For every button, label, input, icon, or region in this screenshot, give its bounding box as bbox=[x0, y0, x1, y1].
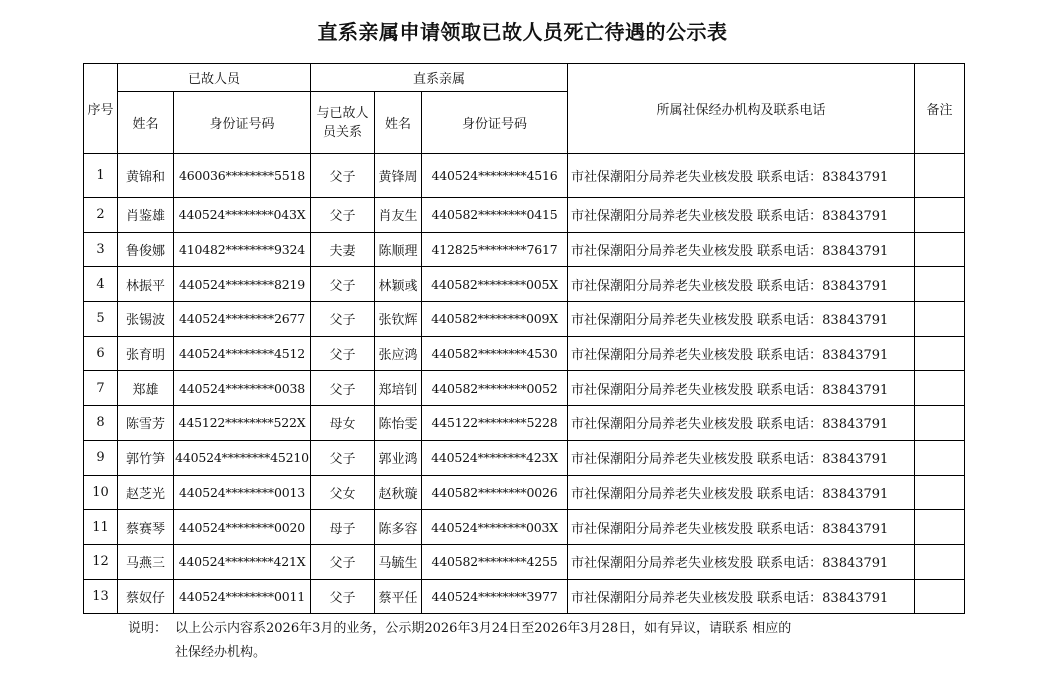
cell-seq: 4 bbox=[84, 267, 118, 302]
cell-remark bbox=[915, 302, 965, 337]
cell-name: 郭竹笋 bbox=[118, 440, 174, 475]
cell-rel-id: 412825********7617 bbox=[422, 232, 568, 267]
cell-remark bbox=[915, 154, 965, 198]
cell-name: 鲁俊娜 bbox=[118, 232, 174, 267]
cell-rel-id: 440524********3977 bbox=[422, 579, 568, 614]
cell-seq: 11 bbox=[84, 510, 118, 545]
cell-relation: 父子 bbox=[311, 579, 375, 614]
cell-id: 440524********0038 bbox=[174, 371, 311, 406]
cell-org: 市社保潮阳分局养老失业核发股 联系电话：83843791 bbox=[568, 544, 915, 579]
header-seq: 序号 bbox=[84, 64, 118, 154]
footnote-line1: 以上公示内容系2026年3月的业务，公示期2026年3月24日至2026年3月28日，如有异议，请联系 相应的 bbox=[175, 621, 792, 636]
page-title: 直系亲属申请领取已故人员死亡待遇的公示表 bbox=[317, 20, 728, 44]
cell-relation: 母女 bbox=[311, 406, 375, 441]
cell-seq: 12 bbox=[84, 544, 118, 579]
header-rel-name: 姓名 bbox=[375, 92, 422, 154]
table-row bbox=[84, 510, 965, 545]
cell-rel-name: 郑培钊 bbox=[375, 371, 422, 406]
cell-rel-name: 陈怡雯 bbox=[375, 406, 422, 441]
cell-name: 陈雪芳 bbox=[118, 406, 174, 441]
cell-relation: 父子 bbox=[311, 336, 375, 371]
cell-relation: 夫妻 bbox=[311, 232, 375, 267]
header-org: 所属社保经办机构及联系电话 bbox=[568, 64, 915, 154]
cell-name: 张育明 bbox=[118, 336, 174, 371]
cell-rel-name: 赵秋璇 bbox=[375, 475, 422, 510]
table-row bbox=[84, 475, 965, 510]
footnote-label: 说明： bbox=[128, 621, 168, 636]
cell-id: 440524********0013 bbox=[174, 475, 311, 510]
footnote-line2: 社保经办机构。 bbox=[175, 645, 267, 660]
cell-org: 市社保潮阳分局养老失业核发股 联系电话：83843791 bbox=[568, 267, 915, 302]
footnote bbox=[128, 617, 791, 665]
cell-rel-id: 445122********5228 bbox=[422, 406, 568, 441]
table-row bbox=[84, 302, 965, 337]
table-row bbox=[84, 406, 965, 441]
cell-id: 440524********043X bbox=[174, 198, 311, 233]
cell-rel-id: 440582********0026 bbox=[422, 475, 568, 510]
cell-rel-id: 440582********4530 bbox=[422, 336, 568, 371]
cell-org: 市社保潮阳分局养老失业核发股 联系电话：83843791 bbox=[568, 232, 915, 267]
cell-relation: 父子 bbox=[311, 371, 375, 406]
cell-name: 黄锦和 bbox=[118, 154, 174, 198]
cell-seq: 9 bbox=[84, 440, 118, 475]
table-row bbox=[84, 232, 965, 267]
header-relation: 与已故人员关系 bbox=[311, 92, 375, 154]
cell-org: 市社保潮阳分局养老失业核发股 联系电话：83843791 bbox=[568, 302, 915, 337]
cell-rel-name: 林颖彧 bbox=[375, 267, 422, 302]
cell-remark bbox=[915, 267, 965, 302]
cell-org: 市社保潮阳分局养老失业核发股 联系电话：83843791 bbox=[568, 579, 915, 614]
cell-relation: 父子 bbox=[311, 198, 375, 233]
cell-rel-name: 陈顺理 bbox=[375, 232, 422, 267]
cell-name: 张锡波 bbox=[118, 302, 174, 337]
header-id: 身份证号码 bbox=[174, 92, 311, 154]
cell-name: 蔡赛琴 bbox=[118, 510, 174, 545]
cell-seq: 8 bbox=[84, 406, 118, 441]
header-remark: 备注 bbox=[915, 64, 965, 154]
cell-seq: 2 bbox=[84, 198, 118, 233]
table-row bbox=[84, 267, 965, 302]
cell-remark bbox=[915, 475, 965, 510]
cell-remark bbox=[915, 336, 965, 371]
cell-rel-name: 陈多容 bbox=[375, 510, 422, 545]
cell-seq: 6 bbox=[84, 336, 118, 371]
table-row bbox=[84, 440, 965, 475]
header-deceased-group: 已故人员 bbox=[118, 64, 311, 92]
cell-id: 440524********0011 bbox=[174, 579, 311, 614]
table-row bbox=[84, 579, 965, 614]
announcement-table bbox=[83, 63, 965, 614]
cell-rel-name: 张钦辉 bbox=[375, 302, 422, 337]
cell-relation: 父女 bbox=[311, 475, 375, 510]
cell-relation: 父子 bbox=[311, 154, 375, 198]
cell-name: 蔡奴仔 bbox=[118, 579, 174, 614]
cell-org: 市社保潮阳分局养老失业核发股 联系电话：83843791 bbox=[568, 406, 915, 441]
cell-org: 市社保潮阳分局养老失业核发股 联系电话：83843791 bbox=[568, 510, 915, 545]
cell-seq: 7 bbox=[84, 371, 118, 406]
cell-rel-id: 440524********423X bbox=[422, 440, 568, 475]
cell-remark bbox=[915, 198, 965, 233]
cell-relation: 父子 bbox=[311, 440, 375, 475]
cell-remark bbox=[915, 544, 965, 579]
cell-rel-name: 郭业鸿 bbox=[375, 440, 422, 475]
cell-id: 440524********8219 bbox=[174, 267, 311, 302]
cell-id: 440524********4512 bbox=[174, 336, 311, 371]
cell-org: 市社保潮阳分局养老失业核发股 联系电话：83843791 bbox=[568, 475, 915, 510]
cell-id: 445122********522X bbox=[174, 406, 311, 441]
cell-id: 410482********9324 bbox=[174, 232, 311, 267]
cell-rel-id: 440582********0415 bbox=[422, 198, 568, 233]
cell-rel-name: 肖友生 bbox=[375, 198, 422, 233]
cell-rel-id: 440582********005X bbox=[422, 267, 568, 302]
cell-rel-id: 440582********4255 bbox=[422, 544, 568, 579]
header-rel-id: 身份证号码 bbox=[422, 92, 568, 154]
cell-org: 市社保潮阳分局养老失业核发股 联系电话：83843791 bbox=[568, 440, 915, 475]
cell-org: 市社保潮阳分局养老失业核发股 联系电话：83843791 bbox=[568, 336, 915, 371]
cell-rel-name: 蔡平任 bbox=[375, 579, 422, 614]
cell-remark bbox=[915, 440, 965, 475]
cell-name: 马燕三 bbox=[118, 544, 174, 579]
cell-remark bbox=[915, 510, 965, 545]
cell-name: 郑雄 bbox=[118, 371, 174, 406]
cell-seq: 1 bbox=[84, 154, 118, 198]
cell-rel-id: 440524********003X bbox=[422, 510, 568, 545]
cell-id: 440524********421X bbox=[174, 544, 311, 579]
header-relative-group: 直系亲属 bbox=[311, 64, 568, 92]
table-row bbox=[84, 198, 965, 233]
cell-relation: 父子 bbox=[311, 302, 375, 337]
cell-org: 市社保潮阳分局养老失业核发股 联系电话：83843791 bbox=[568, 371, 915, 406]
cell-id: 460036********5518 bbox=[174, 154, 311, 198]
header-name: 姓名 bbox=[118, 92, 174, 154]
cell-seq: 3 bbox=[84, 232, 118, 267]
cell-seq: 10 bbox=[84, 475, 118, 510]
cell-rel-name: 黄锋周 bbox=[375, 154, 422, 198]
cell-seq: 5 bbox=[84, 302, 118, 337]
cell-rel-id: 440582********009X bbox=[422, 302, 568, 337]
table-row bbox=[84, 154, 965, 198]
cell-seq: 13 bbox=[84, 579, 118, 614]
cell-remark bbox=[915, 406, 965, 441]
cell-relation: 父子 bbox=[311, 267, 375, 302]
table-row bbox=[84, 371, 965, 406]
cell-id: 440524********45210 bbox=[174, 440, 311, 475]
cell-rel-name: 马毓生 bbox=[375, 544, 422, 579]
cell-name: 赵芝光 bbox=[118, 475, 174, 510]
table-row bbox=[84, 544, 965, 579]
cell-remark bbox=[915, 579, 965, 614]
cell-id: 440524********2677 bbox=[174, 302, 311, 337]
cell-remark bbox=[915, 371, 965, 406]
cell-relation: 父子 bbox=[311, 544, 375, 579]
cell-org: 市社保潮阳分局养老失业核发股 联系电话：83843791 bbox=[568, 154, 915, 198]
cell-id: 440524********0020 bbox=[174, 510, 311, 545]
cell-name: 林振平 bbox=[118, 267, 174, 302]
cell-relation: 母子 bbox=[311, 510, 375, 545]
cell-remark bbox=[915, 232, 965, 267]
table-row bbox=[84, 336, 965, 371]
cell-name: 肖鉴雄 bbox=[118, 198, 174, 233]
cell-org: 市社保潮阳分局养老失业核发股 联系电话：83843791 bbox=[568, 198, 915, 233]
cell-rel-id: 440582********0052 bbox=[422, 371, 568, 406]
cell-rel-id: 440524********4516 bbox=[422, 154, 568, 198]
cell-rel-name: 张应鸿 bbox=[375, 336, 422, 371]
